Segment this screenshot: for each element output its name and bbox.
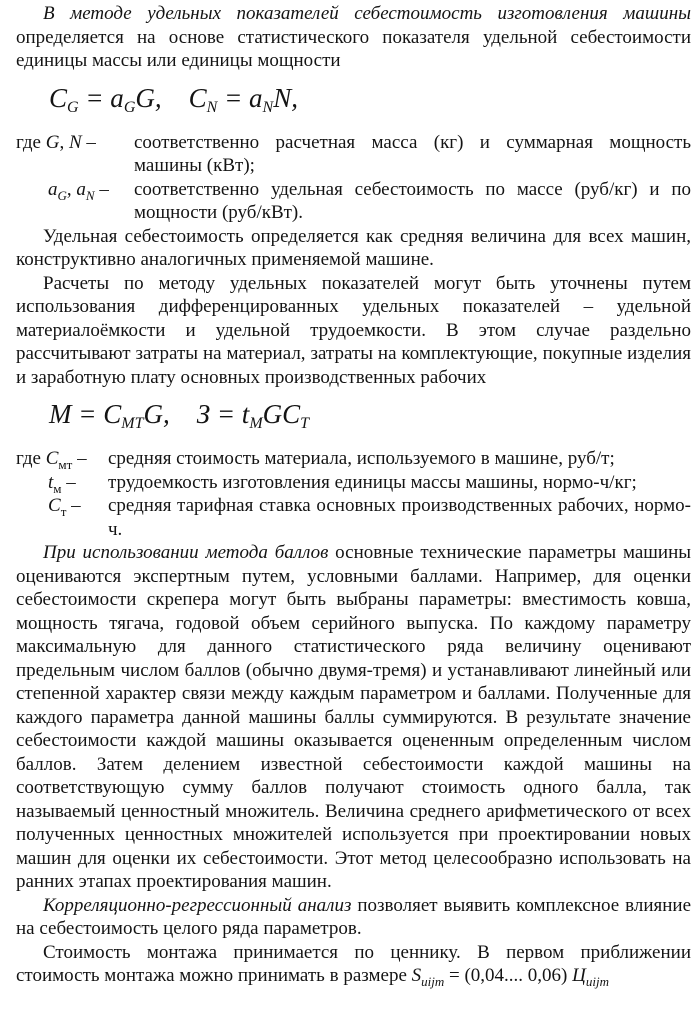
paragraph-correlation (16, 894, 691, 941)
term-points-method: При использовании метода баллов (43, 542, 329, 563)
definition-ct (16, 494, 691, 541)
definition-lead: $a_G$, $a_N$ – (48, 178, 109, 203)
paragraph-text: основные технические параметры машины оцениваются экспертным путем, условными баллами. Например, для оценки себестоимости скрепера могут быть выбраны параметры: вместимость ковша, мощность тягача, годовой объем серийного выпуска. По каждому параметру максимальную для данного статистического ряда величину оценивают предельным числом баллов (обычно двумя-тремя) и устанавливают линейный или степенной характер связи между каждым параметром и баллами. Полученные для каждого параметра данной машины баллы суммируются. В результате значение себестоимости каждой машины оказывается оцененным определенным числом баллов. Затем делением известной себестоимости каждой машины на соответствующую сумму баллов получают стоимость одного балла, так называемый ценностный множитель. Величина среднего арифметического от всех полученных ценностных множителей используется при проектировании новых машин для оценки их себестоимости. Этот метод целесообразно использовать на ранних этапах проектирования машин. (16, 542, 692, 892)
definition-cmt (16, 447, 691, 471)
paragraph-unit-cost-average: Удельная себестоимость определяется как средняя величина для всех машин, конструктивно аналогичных применяемой машине. (16, 225, 691, 270)
definition-g-n (16, 131, 691, 178)
paragraph-differentiated: Расчеты по методу удельных показателей могут быть уточнены путем использования дифференцированных удельных показателей – удельной материалоёмкости и удельной трудоемкости. В этом случае раздельно рассчитывают затраты на материал, затраты на комплектующие, покупные изделия и заработную плату основных производственных рабочих (16, 272, 691, 388)
definition-text: соответственно расчетная масса (кг) и суммарная мощность машины (кВт); (134, 131, 691, 176)
paragraph-text: определяется на основе статистического показателя удельной себестоимости единицы массы или единицы мощности (16, 26, 691, 71)
formula-symbol: S (411, 965, 422, 986)
definition-tm (16, 471, 691, 495)
formula-installation (411, 965, 445, 989)
paragraph-text: позволяет выявить комплексное влияние на себестоимость целого ряда параметров. (16, 894, 692, 939)
paragraph-points-method (16, 541, 691, 894)
formula-subscript: uijm (585, 973, 609, 989)
definition-lead: $t_м$ – (48, 471, 76, 496)
paragraph-text: Стоимость монтажа принимается по ценнику. В первом приближении стоимость монтажа можно принимать в размере (16, 941, 691, 986)
definition-lead: где $C_{мт}$ – (16, 448, 87, 472)
paragraph-installation-cost (16, 941, 691, 994)
term-correlation-analysis: Корреляционно-регрессионный анализ (43, 894, 352, 916)
paragraph-unit-indicators (16, 2, 691, 73)
definition-text: соответственно удельная себестоимость по массе (руб/кг) и по мощности (руб/кВт). (134, 178, 691, 223)
formula-range: = (0,04.... 0,06) (444, 965, 573, 986)
definition-lead: где G, N – (16, 131, 96, 153)
definition-text: трудоемкость изготовления единицы массы машины, нормо-ч/кг; (108, 471, 637, 493)
formula-subscript: uijm (421, 973, 445, 989)
formula-symbol: Ц (572, 965, 586, 986)
definition-text: средняя тарифная ставка основных производственных рабочих, нормо-ч. (108, 495, 691, 540)
definition-text: средняя стоимость материала, используемого в машине, руб/т; (108, 448, 615, 469)
formula-unit-cost: $C_G = a_GG$, $C_N = a_NN$, (49, 82, 298, 116)
term-unit-indicators-method: В методе удельных показателей себестоимость изготовления машины (43, 3, 691, 24)
definition-ag-an (16, 178, 691, 225)
formula-material-labor: $M = C_{MT}G$, $З = t_MGC_T$ (49, 399, 310, 432)
definition-lead: $C_т$ – (48, 495, 81, 519)
formula-price-symbol (572, 965, 609, 989)
